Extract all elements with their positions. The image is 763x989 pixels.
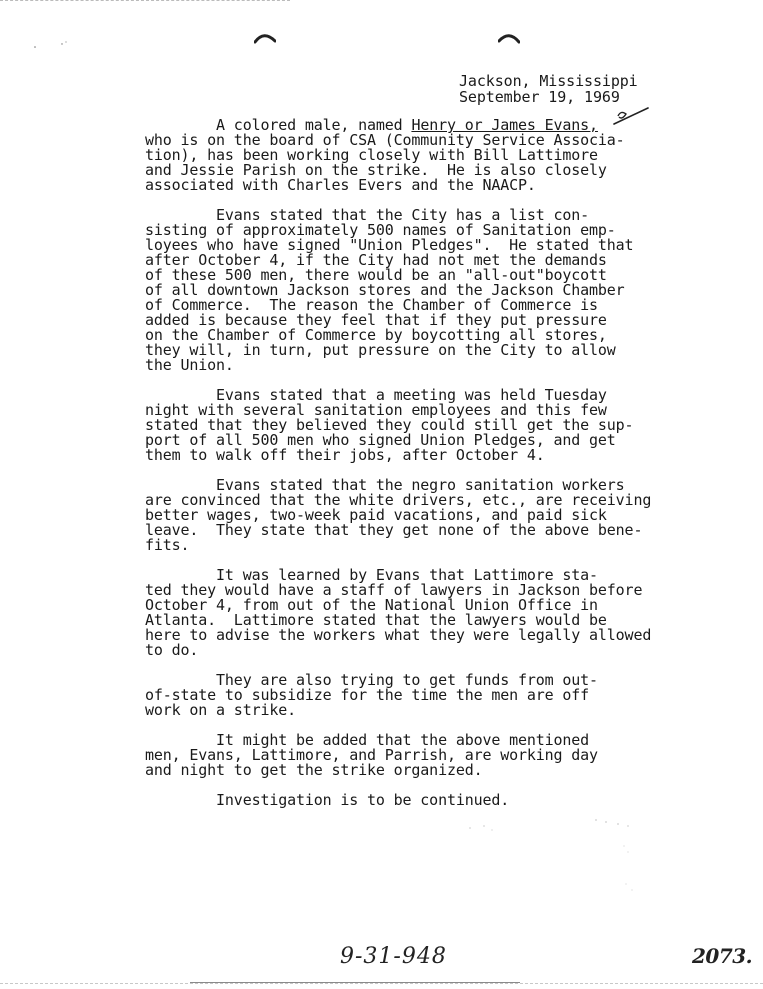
header-location: Jackson, Mississippi	[459, 72, 638, 90]
header-date: September 19, 1969	[459, 88, 620, 106]
paragraph-4: Evans stated that the negro sanitation workers are convinced that the white drivers, etc., are receiving better wages, two-week paid vacations, and paid sick leave. They state that they get none of the above bene- fits.	[145, 476, 652, 554]
page-bottom-line	[190, 982, 520, 983]
paragraph-5: It was learned by Evans that Lattimore sta- ted they would have a staff of lawyers in Jackson before October 4, from out of the National Union Office in Atlanta. Lattimore stated that the lawyers would be here to advise the workers what they were legally allowed to do.	[145, 566, 652, 659]
paragraph-7: It might be added that the above mentioned men, Evans, Lattimore, and Parrish, are working day and night to get the strike organized.	[145, 731, 598, 779]
subject-name: Henry or James Evans,	[411, 116, 598, 134]
paragraph-1-body: who is on the board of CSA (Community Service Associa- tion), has been working closely with Bill Lattimore and Jessie Parish on the strike. He is also closely associated with Charles Evers and the NAACP.	[145, 131, 625, 194]
document-header	[459, 73, 638, 105]
paragraph-6: They are also trying to get funds from out- of-state to subsidize for the time the men are off work on a strike.	[145, 671, 598, 719]
paragraph-1-lead: A colored male, named	[145, 116, 412, 134]
paragraph-3: Evans stated that a meeting was held Tuesday night with several sanitation employees and this few stated that they believed they could still get the sup- port of all 500 men who signed Union Pledges, and get them to walk off their jobs, after October 4.	[145, 386, 634, 464]
handwritten-serial-number: 2073.	[692, 944, 753, 968]
paragraph-1	[145, 118, 705, 193]
paragraph-8: Investigation is to be continued.	[145, 791, 510, 809]
document-body	[145, 118, 705, 823]
page-bottom-edge	[0, 983, 763, 984]
handwritten-file-number: 9-31-948	[340, 944, 447, 969]
paragraph-2: Evans stated that the City has a list con- sisting of approximately 500 names of Sanitation emp- loyees who have signed "Union Pledges". He stated that after October 4, if the City had not met the demands of these 500 men, there would be an "all-out"boycott of all downtown Jackson stores and the Jackson Chamber of Commerce. The reason the Chamber of Commerce is added is because they feel that if they put pressure on the Chamber of Commerce by boycotting all stores, they will, in turn, put pressure on the City to allow the Union.	[145, 206, 634, 374]
page-top-edge	[0, 0, 290, 1]
